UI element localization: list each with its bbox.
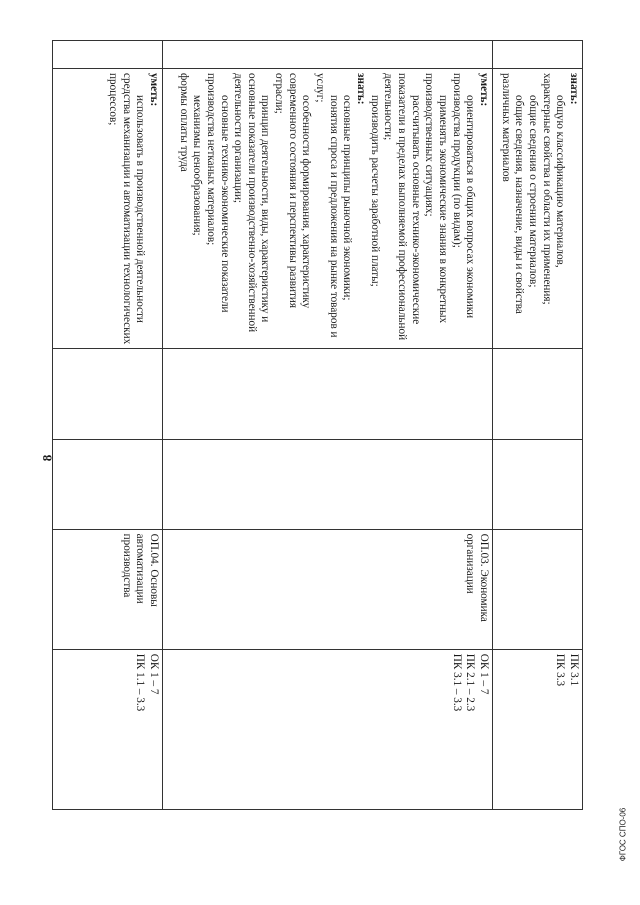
content-cell: уметь: ориентироваться в общих вопросах экономики производства продукции (по видам); применять экономические знания в конкретных производственных ситуациях; рассчитывать основные технико-экономические показатели в пределах выполняемой профессиональной деятельности; производить расчеты заработной платы; знать: основные принципы рыночной экономики; понятия спроса и предложения на рынке товаров и услуг; особенности формирования, характеристику современного состояния и перспективы развития отрасли; принцип деятельности, виды, характеристику и основные показатели производственно-хозяйственной деятельности организации; основные технико-экономические показатели производства нетканых материалов; механизмы ценообразования; формы оплаты труда bbox=[163, 69, 493, 349]
rotated-table-container bbox=[53, 40, 583, 810]
table-row bbox=[163, 41, 493, 810]
curriculum-table bbox=[52, 40, 583, 810]
content-cell: уметь: использовать в производственной деятельности средства механизации и автоматизации технологических процессов; bbox=[53, 69, 163, 349]
discipline-cell bbox=[493, 529, 583, 649]
footer-code: ФГОС СПО-06 bbox=[618, 807, 628, 862]
page-number: 8 bbox=[39, 454, 55, 462]
competency-cell: ПК 3.1 ПК 3.3 bbox=[493, 649, 583, 809]
table-row bbox=[493, 41, 583, 810]
competency-cell: ОК 1 – 7 ПК 2.1 – 2.3 ПК 3.1 – 3.3 bbox=[163, 649, 493, 809]
discipline-cell: ОП.03. Экономика организации bbox=[163, 529, 493, 649]
discipline-cell: ОП.04. Основы автоматизации производства bbox=[53, 529, 163, 649]
table-row bbox=[53, 41, 163, 810]
competency-cell: ОК 1 – 7 ПК 1.1 – 3.3 bbox=[53, 649, 163, 809]
content-cell: знать: общую классификацию материалов, характерные свойства и области их применения; общие сведения о строении материалов; общие сведения, назначение, виды и свойства различных материалов bbox=[493, 69, 583, 349]
content-heading: знать: bbox=[568, 73, 580, 105]
